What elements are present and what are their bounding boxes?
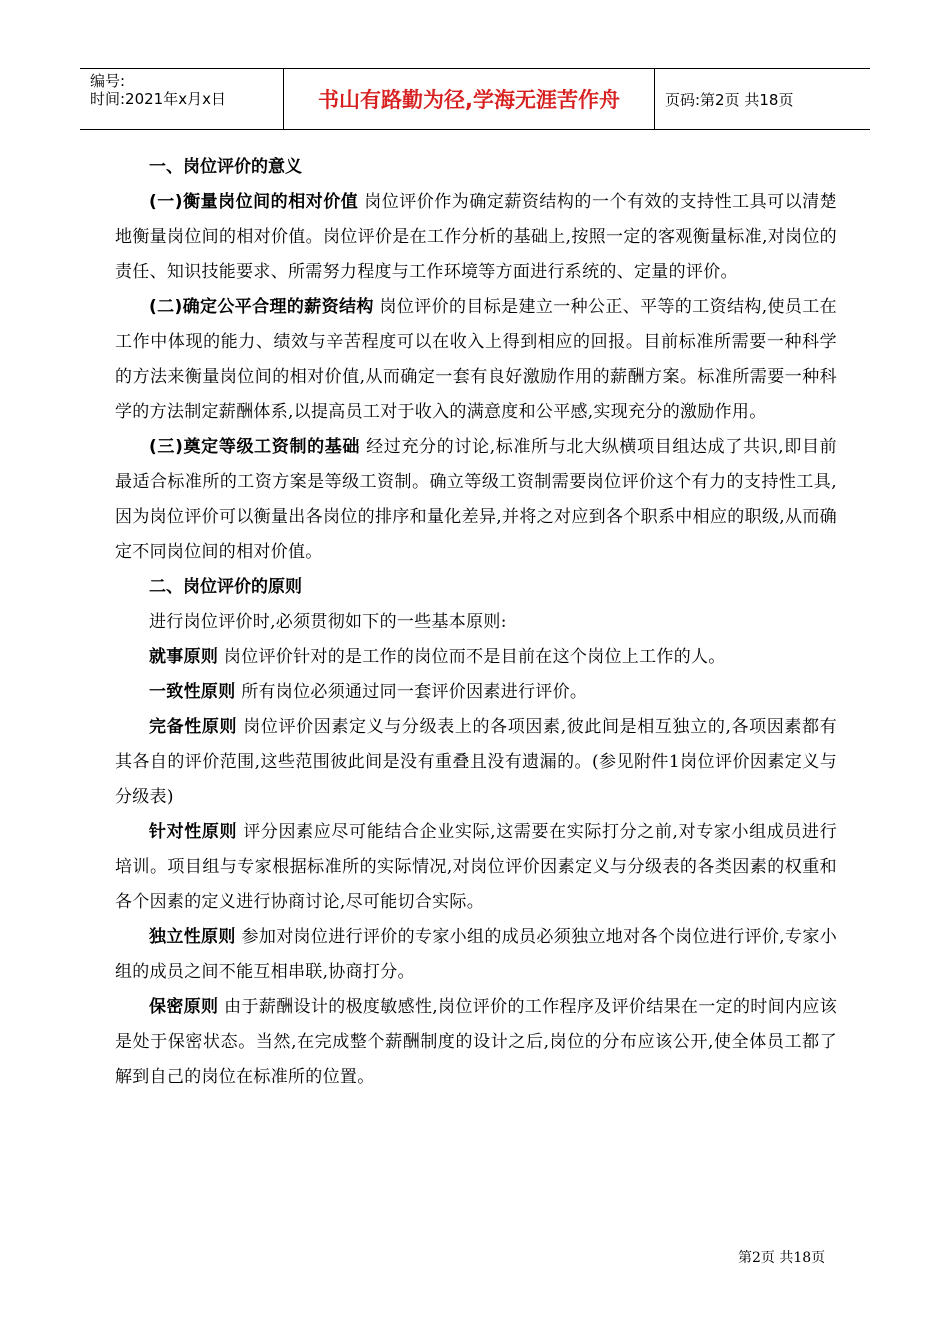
paragraph-text: 经过充分的讨论,标准所与北大纵横项目组达成了共识,即目前最适合标准所的工资方案是等级工资制。确立等级工资制需要岗位评价这个有力的支持性工具,因为岗位评价可以衡量出各岗位的排序和量化差异,并将之对应到各个职系中相应的职级,从而确定不同岗位间的相对价值。 <box>115 437 837 562</box>
section-heading: 一、岗位评价的意义 <box>149 157 302 177</box>
paragraph <box>115 605 837 640</box>
header-motto: 书山有路勤为径,学海无涯苦作舟 <box>283 69 655 129</box>
paragraph-lead: 就事原则 <box>149 647 219 667</box>
document-header <box>80 68 870 130</box>
paragraph <box>115 990 837 1095</box>
paragraph-lead: (二)确定公平合理的薪资结构 <box>149 297 374 317</box>
section-heading: 二、岗位评价的原则 <box>149 577 302 597</box>
paragraph-text: 由于薪酬设计的极度敏感性,岗位评价的工作程序及评价结果在一定的时间内应该是处于保密状态。当然,在完成整个薪酬制度的设计之后,岗位的分布应该公开,使全体员工都了解到自己的岗位在标准所的位置。 <box>115 997 837 1087</box>
page-footer: 第2页 共18页 <box>738 1250 826 1266</box>
header-page-number: 页码:第2页 共18页 <box>665 90 794 109</box>
paragraph <box>115 640 837 675</box>
paragraph-lead: (一)衡量岗位间的相对价值 <box>149 192 359 212</box>
paragraph <box>115 430 837 570</box>
paragraph-text: 岗位评价的目标是建立一种公正、平等的工资结构,使员工在工作中体现的能力、绩效与辛苦程度可以在收入上得到相应的回报。目前标准所需要一种科学的方法来衡量岗位间的相对价值,从而确定一套有良好激励作用的薪酬方案。标准所需要一种科学的方法制定薪酬体系,以提高员工对于收入的满意度和公平感,实现充分的激励作用。 <box>115 297 837 422</box>
paragraph-text: 进行岗位评价时,必须贯彻如下的一些基本原则: <box>149 612 507 632</box>
paragraph-text: 岗位评价因素定义与分级表上的各项因素,彼此间是相互独立的,各项因素都有其各自的评价范围,这些范围彼此间是没有重叠且没有遗漏的。(参见附件1岗位评价因素定义与分级表) <box>115 717 837 807</box>
paragraph-text: 评分因素应尽可能结合企业实际,这需要在实际打分之前,对专家小组成员进行培训。项目组与专家根据标准所的实际情况,对岗位评价因素定义与分级表的各类因素的权重和各个因素的定义进行协商讨论,尽可能切合实际。 <box>115 822 837 912</box>
time-label: 时间:2021年x月x日 <box>90 90 226 108</box>
paragraph <box>115 185 837 290</box>
paragraph <box>115 290 837 430</box>
paragraph <box>115 710 837 815</box>
paragraph-lead: 独立性原则 <box>149 927 236 947</box>
paragraph-text: 岗位评价作为确定薪资结构的一个有效的支持性工具可以清楚地衡量岗位间的相对价值。岗位评价是在工作分析的基础上,按照一定的客观衡量标准,对岗位的责任、知识技能要求、所需努力程度与工作环境等方面进行系统的、定量的评价。 <box>115 192 837 282</box>
paragraph-text: 参加对岗位进行评价的专家小组的成员必须独立地对各个岗位进行评价,专家小组的成员之间不能互相串联,协商打分。 <box>115 927 838 982</box>
paragraph-lead: 针对性原则 <box>149 822 238 842</box>
paragraph-text: 所有岗位必须通过同一套评价因素进行评价。 <box>235 682 588 702</box>
paragraph-lead: (三)奠定等级工资制的基础 <box>149 437 361 457</box>
header-meta <box>80 69 283 129</box>
paragraph <box>115 675 837 710</box>
paragraph <box>115 920 837 990</box>
number-label: 编号: <box>90 72 126 90</box>
paragraph <box>115 815 837 920</box>
paragraph-text: 岗位评价针对的是工作的岗位而不是目前在这个岗位上工作的人。 <box>218 647 726 667</box>
paragraph-lead: 完备性原则 <box>149 717 238 737</box>
document-body <box>115 150 837 1095</box>
paragraph-lead: 保密原则 <box>149 997 219 1017</box>
paragraph-lead: 一致性原则 <box>149 682 236 702</box>
